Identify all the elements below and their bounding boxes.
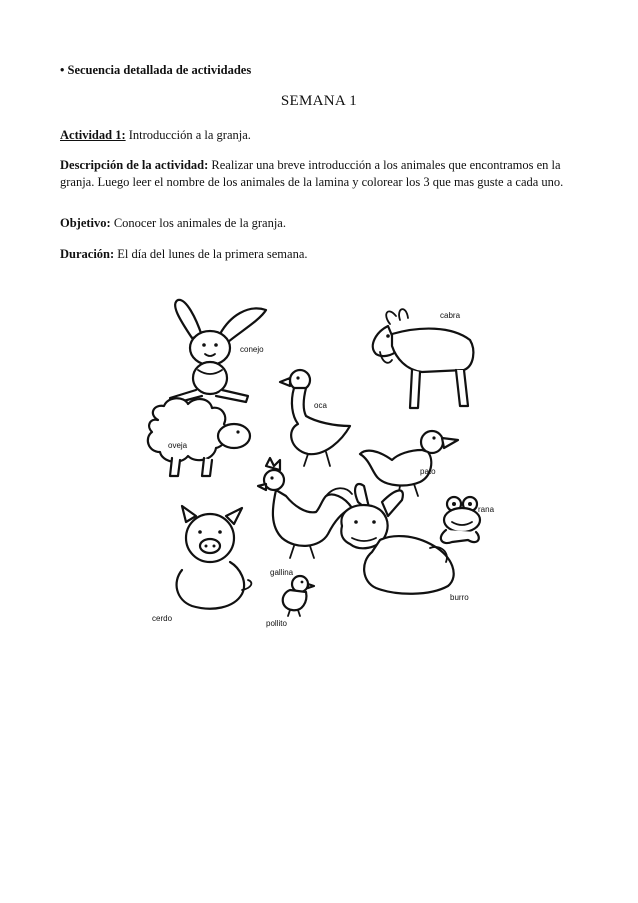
label-pato: pato bbox=[420, 467, 436, 476]
label-cabra: cabra bbox=[440, 311, 461, 320]
duration-line bbox=[60, 246, 580, 263]
label-rana: rana bbox=[478, 505, 495, 514]
label-pollito: pollito bbox=[266, 619, 287, 628]
goat-drawing bbox=[373, 309, 474, 408]
hen-drawing bbox=[258, 458, 352, 558]
chick-drawing bbox=[283, 576, 314, 616]
label-burro: burro bbox=[450, 593, 469, 602]
donkey-drawing bbox=[341, 484, 453, 594]
section-heading: • Secuencia detallada de actividades bbox=[60, 63, 252, 77]
activity-text: Introducción a la granja. bbox=[128, 128, 251, 142]
label-cerdo: cerdo bbox=[152, 614, 173, 623]
label-conejo: conejo bbox=[240, 345, 264, 354]
activity-line bbox=[60, 127, 580, 144]
objective-text: Conocer los animales de la granja. bbox=[113, 216, 286, 230]
duration-text: El día del lunes de la primera semana. bbox=[117, 247, 308, 261]
label-oveja: oveja bbox=[168, 441, 188, 450]
objective-line bbox=[60, 215, 580, 232]
objective-label: Objetivo: bbox=[60, 216, 111, 230]
label-gallina: gallina bbox=[270, 568, 294, 577]
frog-drawing bbox=[441, 497, 480, 543]
goose-drawing bbox=[280, 370, 350, 466]
pig-drawing bbox=[177, 506, 252, 609]
week-title: SEMANA 1 bbox=[280, 93, 358, 109]
duck-drawing bbox=[360, 431, 458, 496]
farm-animals-illustration bbox=[130, 290, 510, 635]
activity-label: Actividad 1: bbox=[60, 128, 126, 142]
duration-label: Duración: bbox=[60, 247, 115, 261]
description-label: Descripción de la actividad: bbox=[60, 158, 209, 172]
sheep-drawing bbox=[148, 398, 250, 476]
description-text: Realizar una breve introducción a los animales que encontramos en la granja. Luego leer el nombre de los animales de la lamina y colorear los 3 que mas guste a cada uno. bbox=[60, 158, 564, 189]
label-oca: oca bbox=[314, 401, 327, 410]
description-paragraph bbox=[60, 157, 580, 191]
